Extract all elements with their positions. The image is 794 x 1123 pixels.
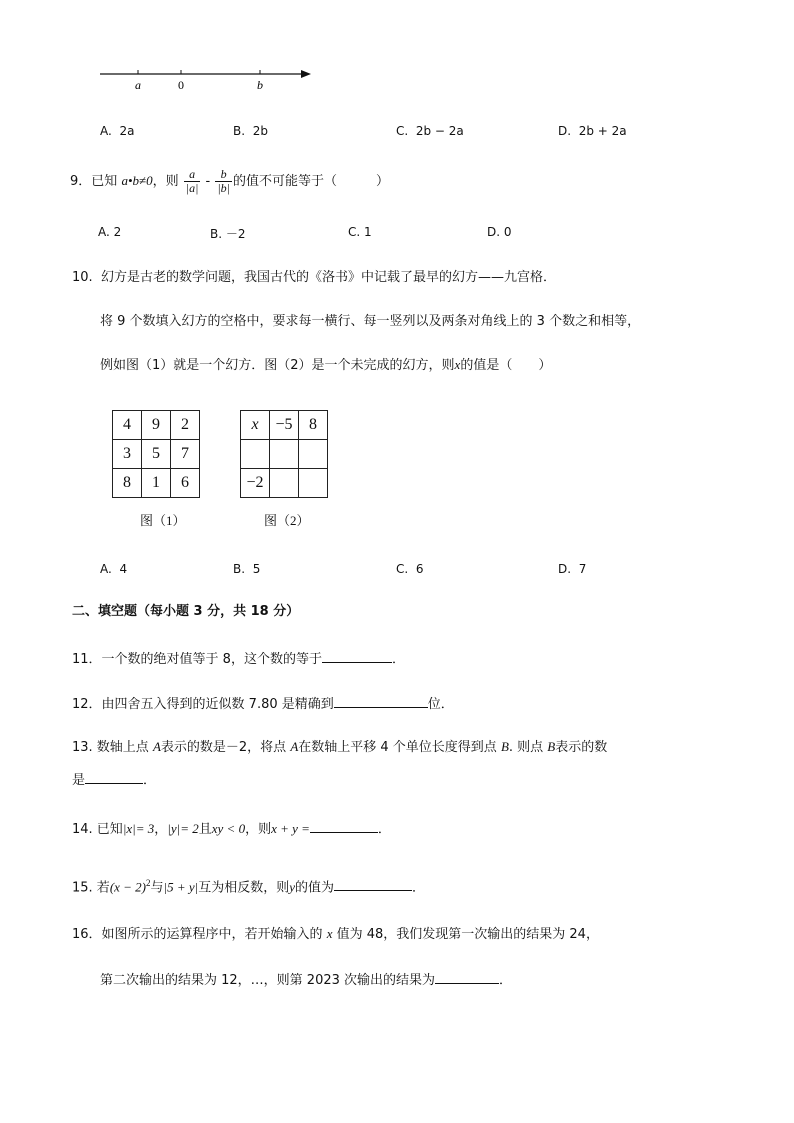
q9-fraction-b: $\frac{b}{|b|}$: [217, 167, 230, 195]
label-b: b: [257, 78, 263, 92]
q12-answer-blank[interactable]: [334, 693, 428, 708]
q13-line-2: 是 ．: [72, 769, 156, 790]
q10-line-1: 10. 幻方是古老的数学问题，我国古代的《洛书》中记载了最早的幻方——九宫格．: [72, 270, 556, 285]
grid2-cell: [270, 440, 299, 469]
magic-square-1: [112, 410, 200, 498]
grid2-cell: [241, 440, 270, 469]
grid1-cell: 4: [113, 411, 142, 440]
q11-answer-blank[interactable]: [322, 648, 392, 663]
grid2-cell: 8: [299, 411, 328, 440]
grid2-cell: x: [241, 411, 270, 440]
q10-line-3: 例如图（1）就是一个幻方．图（2）是一个未完成的幻方，则x的值是（ ）: [100, 357, 552, 373]
q16-line-1: 16．如图所示的运算程序中，若开始输入的 x 值为 48，我们发现第一次输出的结果为 24，: [72, 926, 599, 942]
q8-option-d[interactable]: D. 2b + 2a: [558, 124, 627, 138]
grid2-cell: [299, 440, 328, 469]
q15-answer-blank[interactable]: [334, 876, 412, 891]
grid2-cell: −5: [270, 411, 299, 440]
q9-option-d[interactable]: D. 0: [487, 225, 512, 239]
q9-option-c[interactable]: C. 1: [348, 225, 372, 239]
q15: 15. 若$(x - 2)^2$与|5 + y|互为相反数，则y的值为 ．: [72, 878, 426, 896]
q8-option-c[interactable]: C. 2b − 2a: [396, 124, 464, 138]
grid1-cell: 7: [171, 440, 200, 469]
q12: 12．由四舍五入得到的近似数 7.80 是精确到 位．: [72, 693, 454, 714]
q8-option-a[interactable]: A. 2a: [100, 124, 135, 138]
grid1-cell: 9: [142, 411, 171, 440]
q8-option-b[interactable]: B. 2b: [233, 124, 268, 138]
grid1-cell: 8: [113, 469, 142, 498]
q14-answer-blank[interactable]: [310, 818, 378, 833]
q10-option-b[interactable]: B. 5: [233, 562, 261, 576]
q16-line-2: 第二次输出的结果为 12，…，则第 2023 次输出的结果为 ．: [100, 969, 512, 990]
q9-fraction-a: $\frac{a}{|a|}$: [185, 167, 199, 195]
grid2-cell: [299, 469, 328, 498]
q16-answer-blank[interactable]: [435, 969, 499, 984]
figure-1-caption: 图（1）: [140, 513, 186, 528]
q10-line-2: 将 9 个数填入幻方的空格中，要求每一横行、每一竖列以及两条对角线上的 3 个数之和相等，: [100, 314, 641, 329]
grid1-cell: 3: [113, 440, 142, 469]
number-line-figure: [95, 62, 320, 94]
q13-answer-blank[interactable]: [85, 769, 143, 784]
q10-option-d[interactable]: D. 7: [558, 562, 587, 576]
grid1-cell: 6: [171, 469, 200, 498]
q9-option-a[interactable]: A. 2: [98, 225, 122, 239]
q9-stem: 9．已知 a•b≠0，则 $\frac{a}{|a|}$ - $\frac{b}{|b|}$ 的值不可能等于（ ）: [70, 167, 389, 195]
q14: 14. 已知|x|= 3，|y|= 2且xy < 0，则x + y = ．: [72, 818, 391, 839]
number-line-arrow-icon: [301, 70, 311, 78]
q13-line-1: 13. 数轴上点 A表示的数是－2，将点 A在数轴上平移 4 个单位长度得到点 B. 则点 B表示的数: [72, 739, 608, 755]
label-0: 0: [178, 78, 184, 92]
q10-option-c[interactable]: C. 6: [396, 562, 424, 576]
figure-2-caption: 图（2）: [264, 513, 310, 528]
label-a: a: [135, 78, 141, 92]
grid2-cell: −2: [241, 469, 270, 498]
grid1-cell: 5: [142, 440, 171, 469]
magic-square-2: [240, 410, 328, 498]
grid2-cell: [270, 469, 299, 498]
q9-option-b[interactable]: B. －2: [210, 227, 246, 241]
q10-option-a[interactable]: A. 4: [100, 562, 128, 576]
q11: 11．一个数的绝对值等于 8，这个数的等于 ．: [72, 648, 405, 669]
section-2-title: 二、填空题（每小题 3 分，共 18 分）: [72, 604, 300, 619]
grid1-cell: 1: [142, 469, 171, 498]
grid1-cell: 2: [171, 411, 200, 440]
